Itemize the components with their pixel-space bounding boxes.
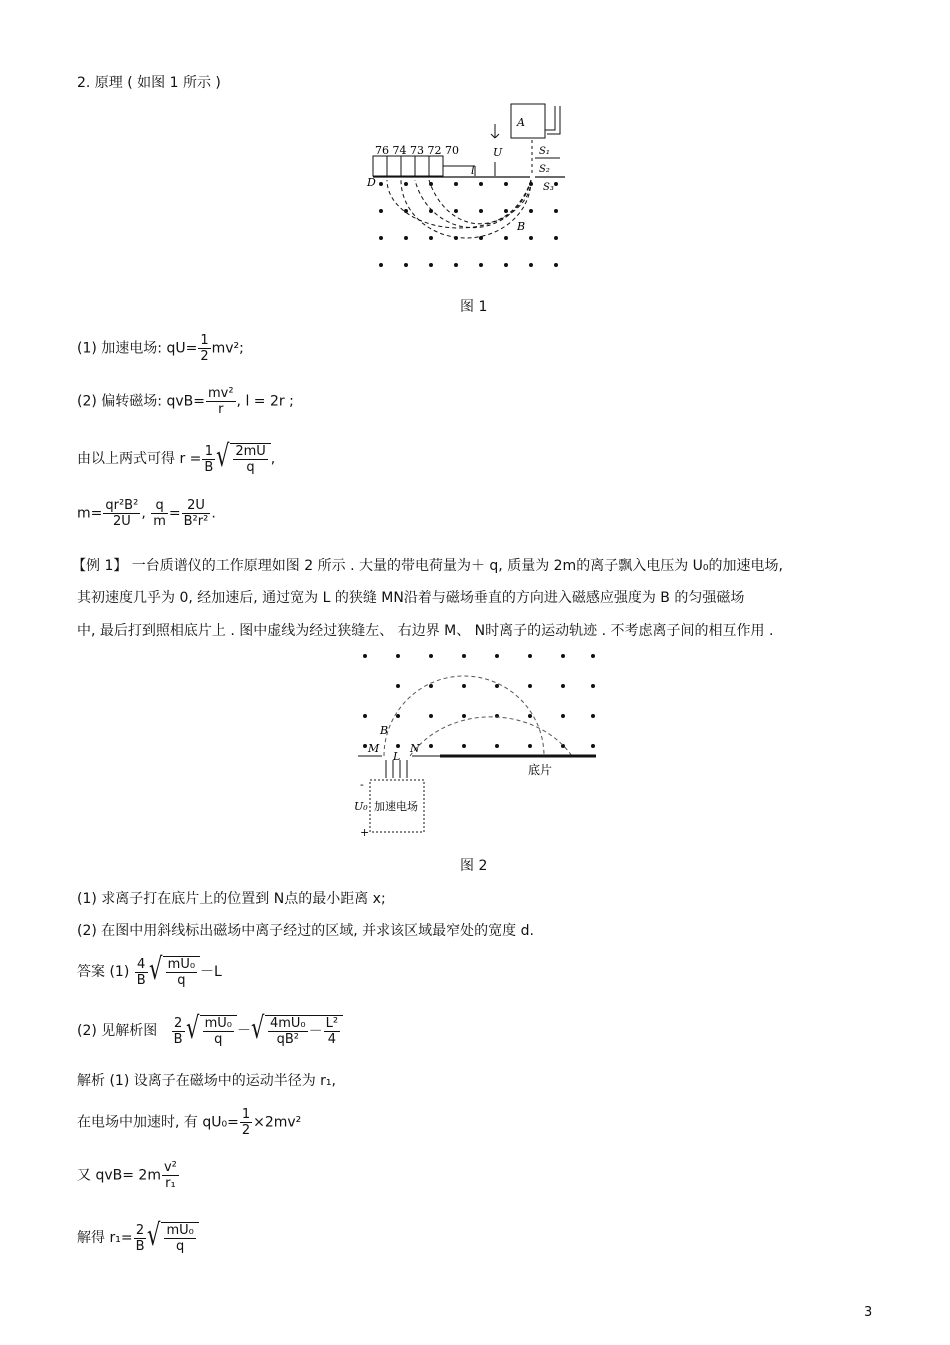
section-heading: 2. 原理 ( 如图 1 所示 ) <box>77 75 221 91</box>
fig2-label-film: 底片 <box>528 763 553 777</box>
example-line-1: 【例 1】 一台质谱仪的工作原理如图 2 所示 . 大量的带电荷量为＋ q, 质量为 2m的离子飘入电压为 U₀的加速电场, <box>72 558 783 574</box>
question-2: (2) 在图中用斜线标出磁场中离子经过的区域, 并求该区域最窄处的宽度 d. <box>77 923 534 939</box>
solution-line-3: 又 qvB= 2m $\frac{\text{v²}}{\text{r₁}}$ <box>77 1160 177 1191</box>
fig2-label-minus: - <box>360 778 364 791</box>
sqrt: √ $\frac{\text{mU₀}}{q}$ <box>149 956 200 988</box>
fig2-label-n: N <box>410 742 420 755</box>
fig1-label-l: l <box>471 164 475 177</box>
fig1-label-s3: S₃ <box>543 182 554 193</box>
fraction: $\frac{4}{B}$ <box>136 956 146 988</box>
answer-2: (2) 见解析图 $\frac{2}{B}$ √ $\frac{\text{mU₀}}{q}$ － √ $\frac{\text{4mU₀}}{\text{qB²}}$ － $\frac{\text{L²}}{4}$ <box>77 1015 343 1047</box>
fraction: $\frac{\text{mv²}}{r}$ <box>207 386 234 417</box>
solution-line-2: 在电场中加速时, 有 qU₀= $\frac{1}{2}$ ×2mv² <box>77 1107 302 1138</box>
formula-accel: (1) 加速电场: qU= $\frac{1}{2}$ mv²; <box>77 333 244 364</box>
fraction: $\frac{2}{B}$ <box>135 1222 145 1254</box>
page-number: 3 <box>864 1305 873 1320</box>
fig2-label-plus: + <box>360 826 370 839</box>
fig1-label-b: B <box>517 220 526 233</box>
fig1-label-s1: S₁ <box>539 146 550 157</box>
fraction: $\frac{\text{qr²B²}}{2U}$ <box>105 498 139 529</box>
fig1-numbers: 76 74 73 72 70 <box>375 144 459 157</box>
figure-1-caption: 图 1 <box>460 299 488 315</box>
fig2-label-m: M <box>368 742 380 755</box>
formula-deflect: (2) 偏转磁场: qvB= $\frac{\text{mv²}}{r}$ , l = 2r ; <box>77 386 294 417</box>
fraction: $\frac{1}{2}$ <box>200 333 209 364</box>
fig1-label-u: U <box>493 146 503 159</box>
fig1-label-a: A <box>517 116 525 129</box>
sqrt: √ $\frac{\text{mU₀}}{q}$ <box>186 1015 237 1047</box>
sqrt: √ $\frac{\text{mU₀}}{q}$ <box>147 1222 198 1254</box>
question-1: (1) 求离子打在底片上的位置到 N点的最小距离 x; <box>77 891 386 907</box>
figure-1-mass-spectrometer <box>365 100 575 280</box>
example-line-3: 中, 最后打到照相底片上 . 图中虚线为经过狭缝左、 右边界 M、 N时离子的运动轨迹 . 不考虑离子间的相互作用 . <box>77 623 774 639</box>
fig2-label-box: 加速电场 <box>374 800 418 813</box>
formula-mass: m= $\frac{\text{qr²B²}}{2U}$ , $\frac{q}{m}$ = $\frac{2U}{\text{B²r²}}$ . <box>77 498 216 529</box>
example-line-2: 其初速度几乎为 0, 经加速后, 通过宽为 L 的狭缝 MN沿着与磁场垂直的方向进入磁感应强度为 B 的匀强磁场 <box>77 590 745 606</box>
figure-2-spectrometer <box>350 648 600 843</box>
fig1-label-s2: S₂ <box>539 164 550 175</box>
fraction: $\frac{1}{B}$ <box>204 443 214 475</box>
fig2-label-u0: U₀ <box>354 800 368 813</box>
fraction: $\frac{1}{2}$ <box>241 1107 251 1138</box>
sqrt: √ $\frac{\text{4mU₀}}{\text{qB²}}$ － $\frac{\text{L²}}{4}$ <box>251 1015 343 1047</box>
solution-line-1: 解析 (1) 设离子在磁场中的运动半径为 r₁, <box>77 1073 336 1089</box>
fraction: $\frac{2U}{\text{B²r²}}$ <box>183 498 209 529</box>
formula-radius: 由以上两式可得 r = $\frac{1}{B}$ √ $\frac{2mU}{q}$ , <box>77 439 276 475</box>
fig2-label-b: B <box>380 724 389 737</box>
sqrt: √ $\frac{2mU}{q}$ <box>216 443 270 475</box>
fraction: $\frac{q}{m}$ <box>153 498 166 529</box>
answer-1: 答案 (1) $\frac{4}{B}$ √ $\frac{\text{mU₀}}{q}$ －L <box>77 952 222 988</box>
fig2-label-l: L <box>393 750 401 763</box>
fraction: $\frac{\text{v²}}{\text{r₁}}$ <box>163 1160 177 1191</box>
fraction: $\frac{2}{B}$ <box>173 1015 183 1047</box>
figure-2-caption: 图 2 <box>460 858 488 874</box>
fig1-label-d: D <box>367 176 376 189</box>
solution-line-4: 解得 r₁= $\frac{2}{B}$ √ $\frac{\text{mU₀}}{q}$ <box>77 1222 199 1254</box>
